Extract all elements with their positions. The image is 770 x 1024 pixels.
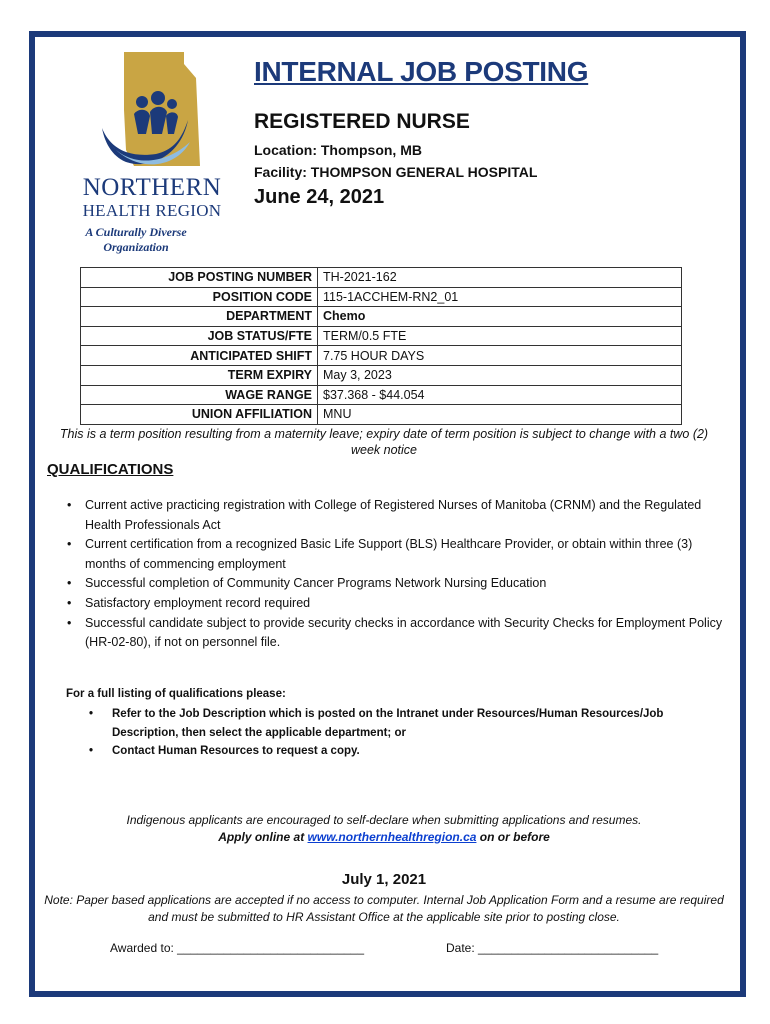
logo-name-line2: HEALTH REGION <box>82 201 222 220</box>
awarded-to-line: Awarded to: ____________________________ <box>110 941 365 955</box>
term-note: This is a term position resulting from a maternity leave; expiry date of term position is subject to change with a two (2) week notice <box>59 427 709 457</box>
table-row <box>81 405 682 425</box>
apply-line <box>44 829 724 846</box>
table-row <box>81 326 682 346</box>
list-item: • Refer to the Job Description which is posted on the Intranet under Resources/Human Resources/Job Description, then select the applicable department; or <box>88 705 708 742</box>
northern-health-region-logo <box>72 50 232 250</box>
detail-value: May 3, 2023 <box>318 365 682 385</box>
posting-date: June 24, 2021 <box>254 186 385 208</box>
list-item: • Successful candidate subject to provide security checks in accordance with Security Checks for Employment Policy (HR-02-80), if not on personnel file. <box>64 614 724 653</box>
date-line: Date: ___________________________ <box>446 941 659 955</box>
detail-value: 7.75 HOUR DAYS <box>318 346 682 366</box>
detail-value: MNU <box>318 405 682 425</box>
table-row <box>81 307 682 327</box>
list-item: • Successful completion of Community Cancer Programs Network Nursing Education <box>64 574 724 594</box>
tagline-line2: Organization <box>103 240 169 254</box>
detail-value: 115-1ACCHEM-RN2_01 <box>318 287 682 307</box>
list-item: • Current certification from a recognized Basic Life Support (BLS) Healthcare Provider, or obtain within three (3) months of commencing employment <box>64 535 724 574</box>
tagline-line1: A Culturally Diverse <box>85 225 187 239</box>
detail-label: WAGE RANGE <box>81 385 318 405</box>
indigenous-text: Indigenous applicants are encouraged to self-declare when submitting applications and resumes. <box>126 813 642 827</box>
detail-label: POSITION CODE <box>81 287 318 307</box>
logo-name-line1: NORTHERN <box>82 174 222 201</box>
location-text: Location: Thompson, MB <box>254 142 422 158</box>
table-row <box>81 346 682 366</box>
detail-label: TERM EXPIRY <box>81 365 318 385</box>
detail-value: Chemo <box>318 307 682 327</box>
job-details-table <box>80 267 682 425</box>
table-row <box>81 287 682 307</box>
indigenous-note <box>44 812 724 846</box>
detail-label: JOB POSTING NUMBER <box>81 268 318 288</box>
facility-text: Facility: THOMPSON GENERAL HOSPITAL <box>254 164 538 180</box>
paper-application-note: Note: Paper based applications are accepted if no access to computer. Internal Job Application Form and a resume are required and must be submitted to HR Assistant Office at the applicable site prior to posting close. <box>44 893 724 924</box>
table-row <box>81 268 682 288</box>
detail-label: UNION AFFILIATION <box>81 405 318 425</box>
detail-value: $37.368 - $44.054 <box>318 385 682 405</box>
logo-name <box>76 175 228 219</box>
page-title: INTERNAL JOB POSTING <box>254 56 589 87</box>
list-item: • Current active practicing registration with College of Registered Nurses of Manitoba (CRNM) and the Regulated Health Professionals Act <box>64 496 724 535</box>
detail-value: TH-2021-162 <box>318 268 682 288</box>
table-row <box>81 385 682 405</box>
detail-label: JOB STATUS/FTE <box>81 326 318 346</box>
full-listing-heading: For a full listing of qualifications please: <box>66 688 286 700</box>
apply-link[interactable]: www.northernhealthregion.ca <box>307 830 477 844</box>
detail-value: TERM/0.5 FTE <box>318 326 682 346</box>
apply-suffix: on or before <box>476 830 550 844</box>
logo-tagline <box>54 225 218 255</box>
qualifications-heading: QUALIFICATIONS <box>47 461 174 478</box>
full-listing-list <box>88 705 708 761</box>
table-row <box>81 365 682 385</box>
apply-prefix: Apply online at <box>218 830 308 844</box>
list-item: • Contact Human Resources to request a copy. <box>88 742 708 761</box>
detail-label: ANTICIPATED SHIFT <box>81 346 318 366</box>
list-item: • Satisfactory employment record required <box>64 594 724 614</box>
detail-label: DEPARTMENT <box>81 307 318 327</box>
qualifications-list <box>64 496 724 653</box>
closing-date: July 1, 2021 <box>341 871 427 888</box>
position-title: REGISTERED NURSE <box>254 110 470 133</box>
